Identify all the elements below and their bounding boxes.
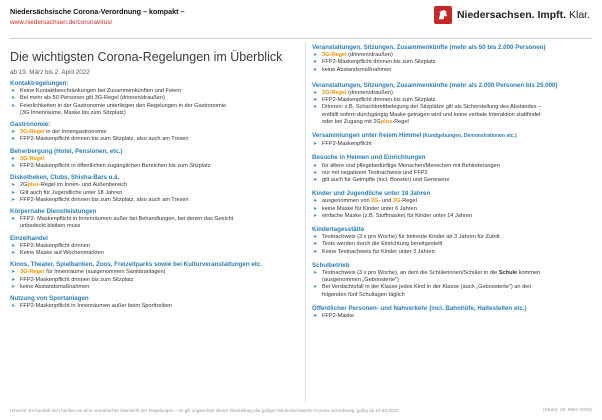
right-column xyxy=(312,44,594,324)
list-item: ➤ Keine Kontaktbeschränkungen bei Zusammenkünften und Feiern xyxy=(10,88,298,95)
section-heading: Körpernahe Dienstleistungen xyxy=(10,208,97,216)
section-heading: Veranstaltungen, Sitzungen, Zusammenkünfte (mehr als 50 bis 2.000 Personen) xyxy=(312,44,546,51)
list-item: ➤ FFP2-Maskenpflicht drinnen bis zum Sitzplatz xyxy=(10,277,298,284)
section-heime xyxy=(312,154,594,184)
list-item: ➤ keine Abstandsmaßnahmen xyxy=(10,284,298,291)
section-schulbetrieb xyxy=(312,262,594,299)
section-kinos xyxy=(10,261,298,291)
page-title: Die wichtigsten Corona-Regelungen im Überblick xyxy=(10,50,283,64)
section-heading: Kindertagesstätte xyxy=(312,226,365,234)
header-divider xyxy=(10,38,592,39)
list-item: ➤ FFP2-Maskenpflicht drinnen bis zum Sitzplatz, also auch am Tresen xyxy=(10,197,298,204)
list-item: ➤ Bei Verdachtsfall in der Klasse jedes Kind in der Klasse (auch „Geboosterte") an den xyxy=(312,284,594,291)
section-oepnv xyxy=(312,305,594,320)
section-heading: Einzelhandel xyxy=(10,234,48,242)
section-versammlungen xyxy=(312,132,594,148)
list-item: ➤ Feierlichkeiten in der Gastronomie unterliegen den Regelungen in der Gastronomie xyxy=(10,103,298,110)
list-item: ➤ FFP2-Maskenpflicht drinnen xyxy=(10,243,298,250)
list-item: ➤ einfache Maske (z.B. Stoffmaske) für Kinder unter 14 Jahren xyxy=(312,213,594,220)
list-item: ➤ FFP2- Maskenpflicht in Innenräumen außer bei Behandlungen, bei denen das Gesicht xyxy=(10,216,298,223)
section-heading: Kinos, Theater, Spielbanken, Zoos, Freizeitparks sowie bei Kulturveranstaltungen etc. xyxy=(10,261,263,269)
footer-note: Hinweis: Es handelt sich hierbei um eine vereinfachte Übersicht der Regelungen – es gilt ungeachtet dieser Darstellung die gültige Niedersächsische Corona-Verordnung, gültig ab 19.03.2022 xyxy=(10,408,399,413)
list-item: ➤ FFP2-Maskenpflicht drinnen bis zum Sitzplatz, also auch am Tresen xyxy=(10,136,298,143)
list-item-continued: (3G Innenräume, Maske bis zum Sitzplatz) xyxy=(20,109,126,116)
section-beherbergung xyxy=(10,148,298,171)
date-range: ab 19. März bis 2. April 2022 xyxy=(10,69,90,76)
list-item: ➤ Gilt auch für Jugendliche unter 18 Jahren xyxy=(10,190,298,197)
section-einzelhandel xyxy=(10,235,298,258)
section-heading: Öffentlicher Personen- und Nahverkehr (incl. Bahnhöfe, Haltestellen etc.) xyxy=(312,304,527,312)
brand-title: Niedersächsische Corona-Verordnung – kompakt – xyxy=(10,7,185,16)
list-item: ➤ Bei mehr als 50 Personen gilt 3G-Regel (drinnen/draußen) xyxy=(10,95,298,102)
list-item-continued: folgenden fünf Schultagen täglich xyxy=(322,291,405,298)
section-heading: Gastronomie: xyxy=(10,121,51,129)
list-item: ➤ Keine Testnachweis für Kinder unter 3 Jahren xyxy=(312,249,594,256)
list-item: ➤ 3G-Regel für Innenräume (ausgenommen Sanitäranlagen) xyxy=(10,269,298,276)
section-heading: Nutzung von Sportanlagen xyxy=(10,295,89,303)
section-heading: Schulbetrieb xyxy=(312,261,350,269)
section-diskotheken xyxy=(10,174,298,204)
list-item: ➤ FFP2-Maskenpflicht in öffentlichen zugänglichen Bereichen bis zum Sitzplatz xyxy=(10,163,298,170)
list-item: ➤ FFP2-Maskenpflicht xyxy=(312,141,594,148)
section-koerpernahe xyxy=(10,208,298,231)
section-heading: Veranstaltungen, Sitzungen, Zusammenkünfte (mehr als 2.000 Personen bis 25.000) xyxy=(312,81,558,89)
list-item: ➤ 2G-Regel (drinnen/draußen) xyxy=(312,90,594,97)
list-item: ➤ FFP2-Maske xyxy=(312,313,594,320)
list-item: ➤ FFP2-Maskenpflicht in Innenräumen außer beim Sporttreiben xyxy=(10,303,298,310)
section-heading: Diskotheken, Clubs, Shisha-Bars u.ä. xyxy=(10,174,120,182)
left-column xyxy=(10,80,298,314)
section-veranstaltungen-2000 xyxy=(312,82,594,126)
list-item: ➤ keine Maske für Kinder unter 6 Jahren xyxy=(312,206,594,213)
list-item: ➤ Keine Maske auf Wochenmärkten xyxy=(10,250,298,257)
list-item: ➤ 3G-Regel xyxy=(10,156,298,163)
list-item: ➤ nur mit negativem Testnachweis und FFP2 xyxy=(312,170,594,177)
header xyxy=(0,0,602,42)
section-heading: Kinder und Jugendliche unter 18 Jahren xyxy=(312,190,431,198)
list-item: ➤ 2Gplus-Regel im Innen- und Außenbereich xyxy=(10,182,298,189)
list-item: ➤ ausgenommen von 2G- und 3G-Regel xyxy=(312,198,594,205)
column-divider xyxy=(305,42,306,402)
list-item-continued: entfällt sofern durchgängig Maske getragen wird und keine verbale Interaktion stattfindet xyxy=(322,111,541,118)
list-item: ➤ 3G-Regel (drinnen/draußen) xyxy=(312,52,594,59)
website-link[interactable]: www.niedersachsen.de/coronavirus/ xyxy=(10,19,113,26)
list-item: ➤ 3G-Regel in der Innengastronomie xyxy=(10,129,298,136)
list-item: ➤ FFP2-Maskenpflicht drinnen bis zum Sitzplatz xyxy=(312,59,594,66)
list-item: ➤ Drinnen: z.B. Schachbrettbelegung der Sitzplätze gilt als Sicherstellung des Abstandes – xyxy=(312,104,594,111)
list-item: ➤ Tests werden durch die Einrichtung bereitgestellt xyxy=(312,241,594,248)
list-item-continued: oder bei Zugang mit 2Gplus-Regel xyxy=(322,118,409,125)
section-kita xyxy=(312,226,594,256)
section-kontakt xyxy=(10,80,298,117)
section-kinder xyxy=(312,190,594,220)
list-item: ➤ Testnachweis (3 x pro Woche), an dem die Schülerinnen/Schüler in die Schule kommen xyxy=(312,270,594,277)
section-heading: Besuche in Heimen und Einrichtungen xyxy=(312,154,426,162)
list-item: ➤ FFP2-Maskenpflicht drinnen bis zum Sitzplatz xyxy=(312,97,594,104)
list-item: ➤ für ältere und pflegebedürftige Menschen/Menschen mit Behinderungen xyxy=(312,163,594,170)
list-item: ➤ Testnachweis (3 x pro Woche) für betreute Kinder ab 3 Jahren für Zutritt xyxy=(312,234,594,241)
logo-text: Niedersachsen. Impft. Klar. xyxy=(456,9,590,21)
section-veranstaltungen-50 xyxy=(312,44,594,74)
list-item-continued: unbedeckt bleiben muss xyxy=(20,223,81,230)
section-heading: Versammlungen unter freiem Himmel (Kundgebungen, Demonstrationen etc.) xyxy=(312,132,517,140)
list-item: ➤ gilt auch für Geimpfte (incl. Booster) und Genesene xyxy=(312,177,594,184)
list-item-continued: (ausgenommen „Geboosterte") xyxy=(322,277,399,284)
list-item: ➤ keine Abstandsmaßnahmen xyxy=(312,67,594,74)
section-sport xyxy=(10,295,298,310)
section-heading: Beherbergung (Hotel, Pensionen, etc.) xyxy=(10,147,123,155)
horse-icon xyxy=(434,6,452,24)
niedersachsen-logo xyxy=(434,6,590,24)
footer-stand: (Stand: 19. März 2022) xyxy=(542,408,592,413)
section-heading: Kontaktregelungen: xyxy=(10,80,69,87)
section-gastronomie xyxy=(10,121,298,144)
